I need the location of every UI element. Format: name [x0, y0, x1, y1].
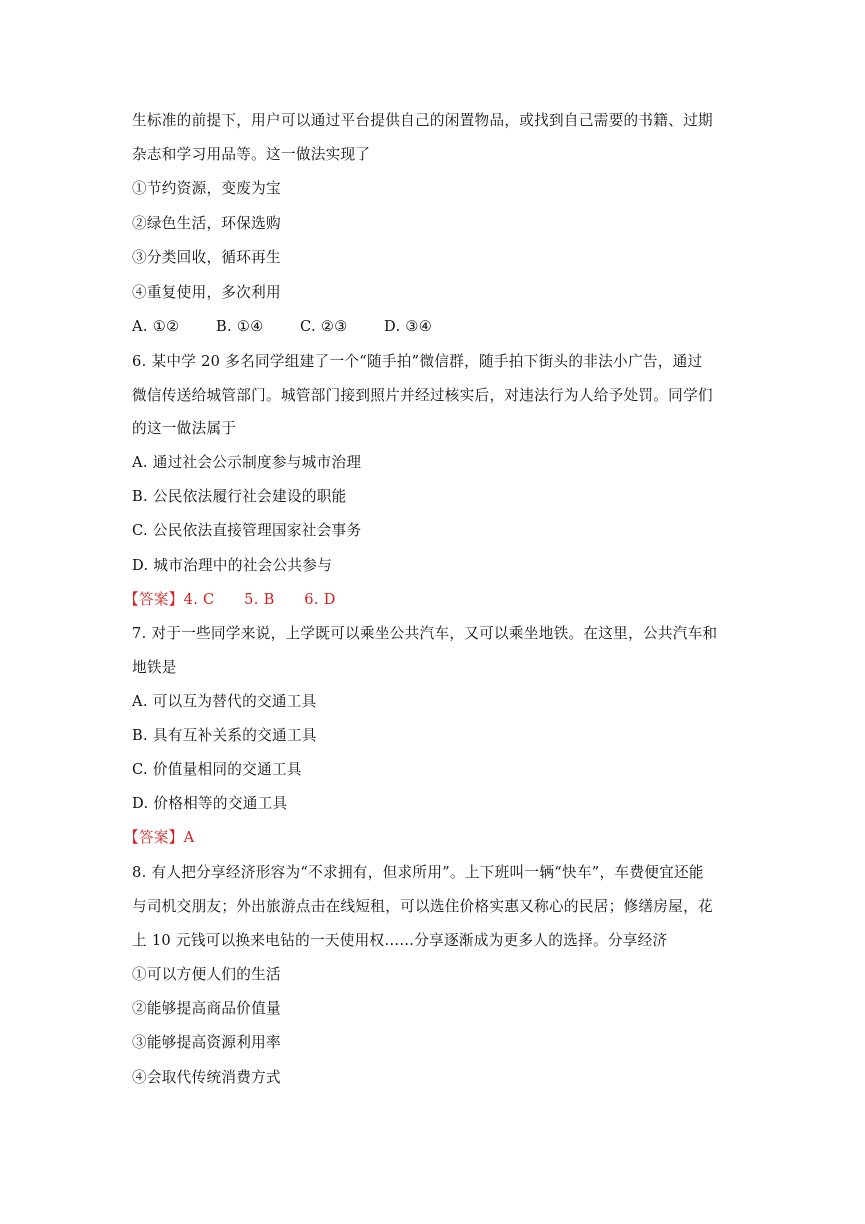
q8-item-1: ①可以方便人们的生活	[132, 966, 281, 983]
q5-option-d: D. ③④	[384, 318, 433, 335]
q5-option-a: A. ①②	[132, 318, 180, 335]
q6-stem-line-2: 微信传送给城管部门。城管部门接到照片并经过核实后，对违法行为人给予处罚。同学们	[132, 387, 713, 404]
q5-item-1: ①节约资源，变废为宝	[132, 180, 281, 197]
q6-option-c: C. 公民依法直接管理国家社会事务	[132, 522, 362, 539]
q7-option-a: A. 可以互为替代的交通工具	[132, 693, 317, 710]
q6-option-a: A. 通过社会公示制度参与城市治理	[132, 454, 362, 471]
q8-stem-line-3: 上 10 元钱可以换来电钻的一天使用权……分享逐渐成为更多人的选择。分享经济	[132, 932, 668, 949]
q8-stem-line-1: 8. 有人把分享经济形容为“不求拥有，但求所用”。上下班叫一辆“快车”，车费便宜还能	[132, 864, 704, 881]
q8-item-4: ④会取代传统消费方式	[132, 1069, 281, 1086]
q6-stem-line-3: 的这一做法属于	[132, 420, 237, 437]
q5-item-4: ④重复使用，多次利用	[132, 284, 281, 301]
q5-stem-line-1: 生标准的前提下，用户可以通过平台提供自己的闲置物品，或找到自己需要的书籍、过期	[132, 112, 713, 129]
q5-option-c: C. ②③	[300, 318, 348, 335]
q5-options	[132, 317, 732, 337]
answer-tag: 【答案】	[124, 591, 184, 608]
q5-item-2: ②绿色生活，环保选购	[132, 215, 281, 232]
q8-stem-line-2: 与司机交朋友；外出旅游点击在线短租，可以选住价格实惠又称心的民居；修缮房屋，花	[132, 898, 713, 915]
q6-option-b: B. 公民依法履行社会建设的职能	[132, 488, 347, 505]
answer-tag: 【答案】	[124, 829, 184, 846]
q8-item-3: ③能够提高资源利用率	[132, 1034, 281, 1051]
q7-stem-line-2: 地铁是	[132, 659, 177, 676]
q6-stem-line-1: 6. 某中学 20 多名同学组建了一个“随手拍”微信群，随手拍下街头的非法小广告，通过	[132, 353, 703, 370]
answer-text: A	[183, 829, 195, 846]
q8-item-2: ②能够提高商品价值量	[132, 1000, 281, 1017]
answer-7	[124, 828, 724, 848]
q7-stem-line-1: 7. 对于一些同学来说，上学既可以乘坐公共汽车，又可以乘坐地铁。在这里，公共汽车和	[132, 625, 718, 642]
q5-option-b: B. ①④	[216, 318, 264, 335]
q6-option-d: D. 城市治理中的社会公共参与	[132, 557, 333, 574]
q5-item-3: ③分类回收，循环再生	[132, 249, 281, 266]
q7-option-d: D. 价格相等的交通工具	[132, 795, 288, 812]
q5-stem-line-2: 杂志和学习用品等。这一做法实现了	[132, 146, 371, 163]
answer-4-6	[124, 590, 724, 610]
answer-text: 4. C 5. B 6. D	[183, 591, 336, 608]
q7-option-c: C. 价值量相同的交通工具	[132, 761, 302, 778]
q7-option-b: B. 具有互补关系的交通工具	[132, 727, 317, 744]
